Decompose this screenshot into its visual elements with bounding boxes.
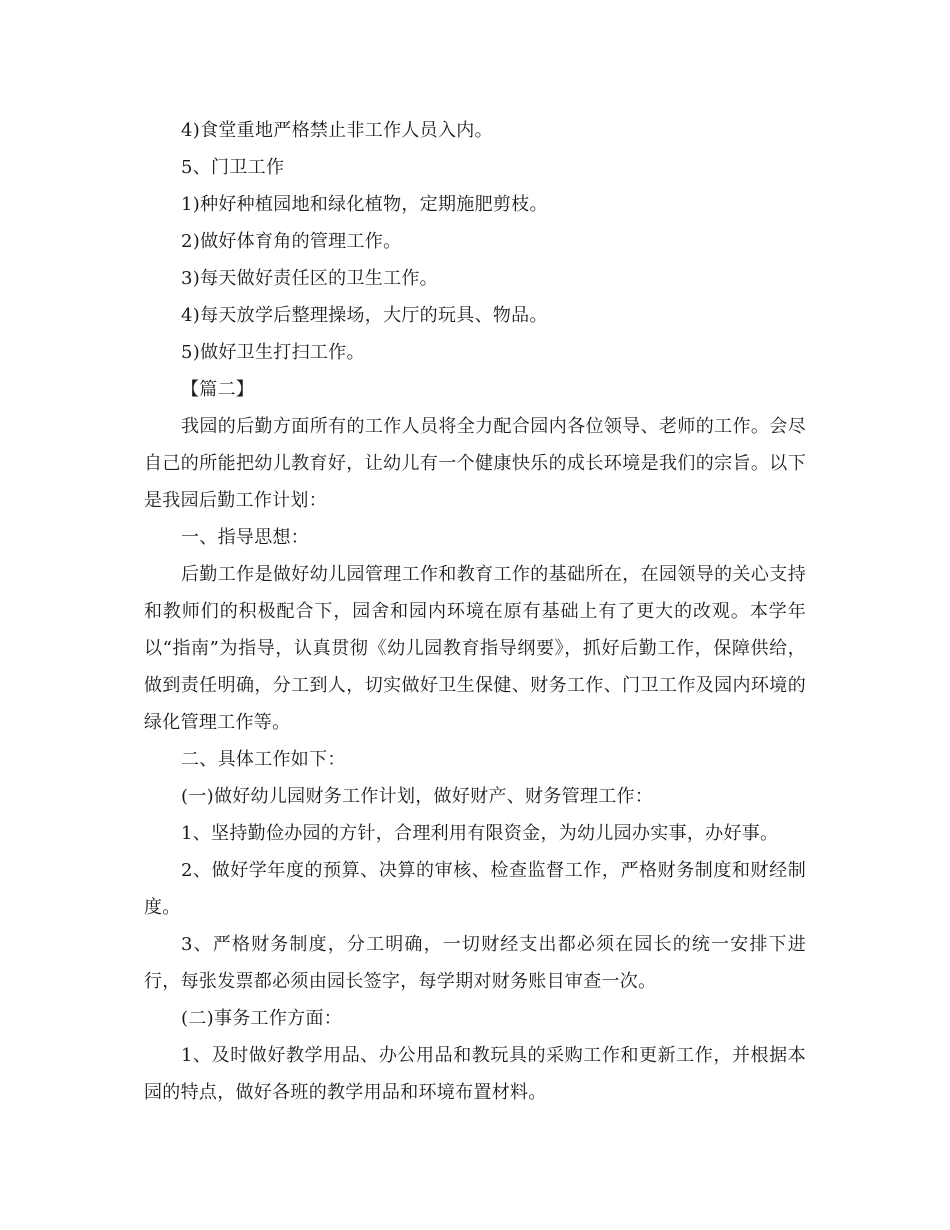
- paragraph-intro: 我园的后勤方面所有的工作人员将全力配合园内各位领导、老师的工作。会尽自己的所能把幼儿教育好，让幼儿有一个健康快乐的成长环境是我们的宗旨。以下是我园后勤工作计划：: [144, 416, 806, 511]
- paragraph-tidy-playground: 4)每天放学后整理操场，大厅的玩具、物品。: [181, 305, 548, 326]
- subheading-finance: (一)做好幼儿园财务工作计划，做好财产、财务管理工作：: [181, 786, 654, 807]
- heading-guard-work: 5、门卫工作: [181, 157, 285, 178]
- subheading-affairs: (二)事务工作方面：: [181, 1008, 343, 1029]
- paragraph-canteen-access: 4)食堂重地严格禁止非工作人员入内。: [181, 120, 493, 141]
- paragraph-affairs-1: 1、及时做好教学用品、办公用品和教玩具的采购工作和更新工作，并根据本园的特点，做好各班的教学用品和环境布置材料。: [144, 1045, 806, 1103]
- document-page: [144, 112, 806, 1111]
- paragraph-finance-3: 3、严格财务制度，分工明确，一切财经支出都必须在园长的统一安排下进行，每张发票都必须由园长签字，每学期对财务账目审查一次。: [144, 934, 806, 992]
- paragraph-sports-corner: 2)做好体育角的管理工作。: [181, 231, 402, 252]
- heading-specific-work: 二、具体工作如下：: [181, 749, 346, 770]
- section-heading-part-two: 【篇二】: [181, 379, 255, 400]
- paragraph-planting: 1)种好种植园地和绿化植物，定期施肥剪枝。: [181, 194, 548, 215]
- paragraph-ideology-body: 后勤工作是做好幼儿园管理工作和教育工作的基础所在，在园领导的关心支持和教师们的积极配合下，园舍和园内环境在原有基础上有了更大的改观。本学年以“指南”为指导，认真贯彻《幼儿园教育指导纲要》，抓好后勤工作，保障供给，做到责任明确，分工到人，切实做好卫生保健、财务工作、门卫工作及园内环境的绿化管理工作等。: [144, 564, 806, 733]
- paragraph-finance-2: 2、做好学年度的预算、决算的审核、检查监督工作，严格财务制度和财经制度。: [144, 860, 806, 918]
- paragraph-finance-1: 1、坚持勤俭办园的方针，合理利用有限资金，为幼儿园办实事，办好事。: [181, 823, 779, 844]
- paragraph-hygiene-zone: 3)每天做好责任区的卫生工作。: [181, 268, 438, 289]
- paragraph-cleaning: 5)做好卫生打扫工作。: [181, 342, 365, 363]
- heading-guiding-ideology: 一、指导思想：: [181, 527, 310, 548]
